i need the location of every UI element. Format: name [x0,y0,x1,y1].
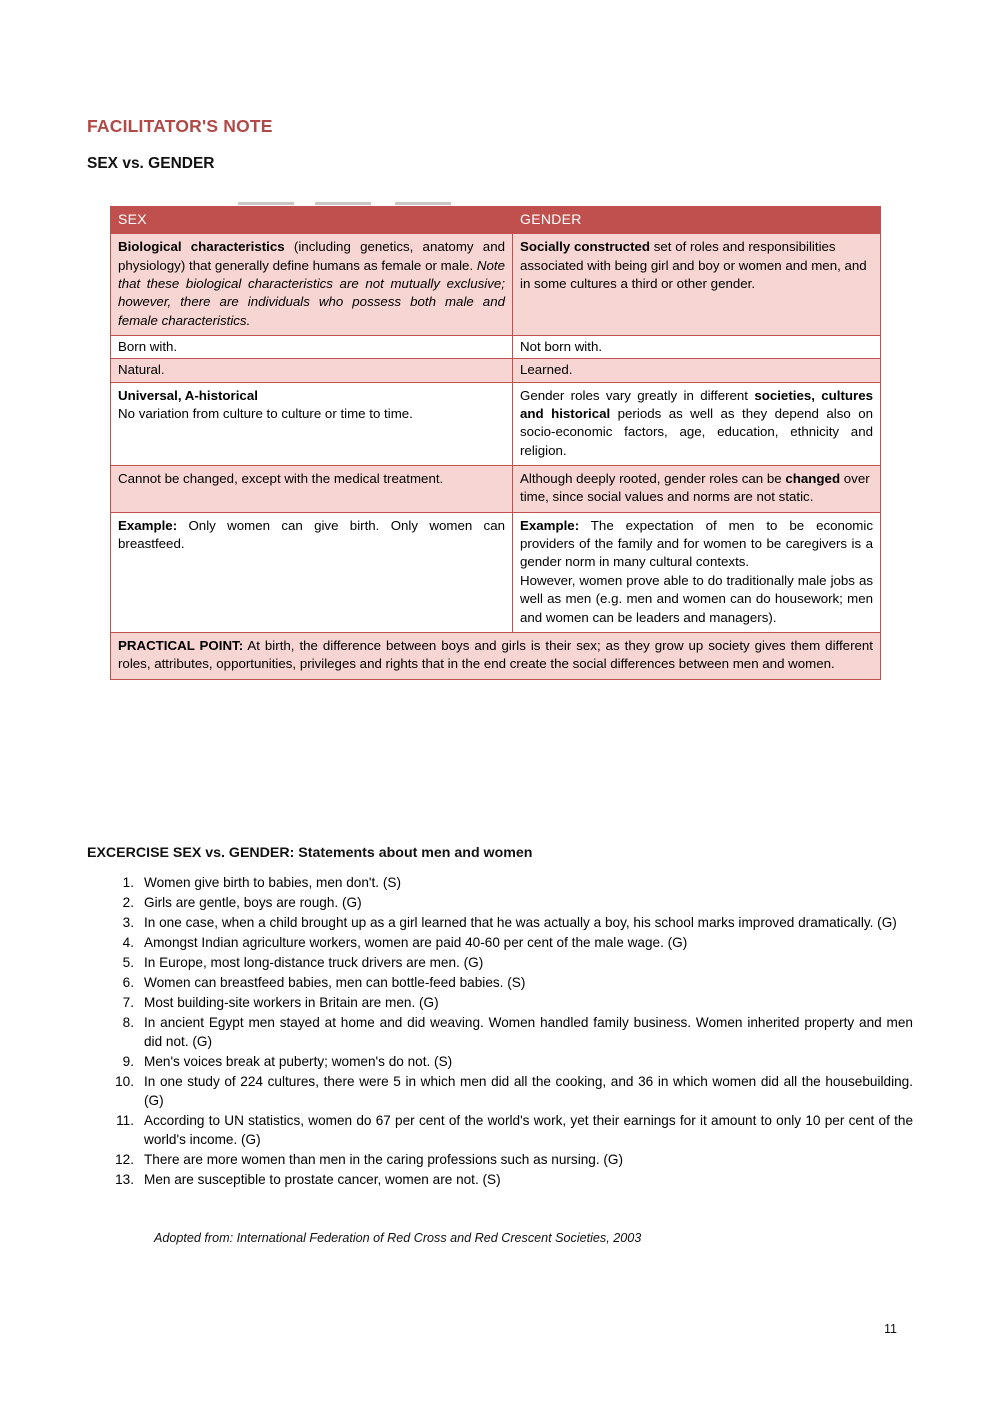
list-item-number: 11. [116,1113,134,1129]
list-item-number: 1. [122,875,134,890]
cell-gender-varies-post: periods as well as they depend also on socio-economic factors, age, education, ethnicity and religion. [520,406,873,458]
list-item [113,1052,913,1071]
cell-sex-example [111,512,513,632]
practical-point-text: At birth, the difference between boys and girls is their sex; as they grow up society gives them different roles, attributes, opportunities, privileges and rights that in the end create the social differences between men and women. [118,637,873,672]
list-item-text: Women can breastfeed babies, men can bottle-feed babies. (S) [144,975,526,991]
list-item-number: 5. [122,955,134,971]
cell-gender-example-text: The expectation of men to be economic providers of the family and for women to be caregivers is a gender norm in many cultural contexts. [520,517,873,570]
section-subtitle: SEX vs. GENDER [87,155,215,172]
list-item [113,1170,913,1189]
cell-gender-varies [513,382,881,465]
list-item-number: 10. [115,1074,134,1090]
list-item [113,1150,913,1169]
cell-gender-definition-rest: set of roles and responsibilities associated with being girl and boy or women and men, and in some cultures a third or other gender. [520,239,867,291]
cell-sex-definition-italic: Note that these biological characteristics are not mutually exclusive; however, there are individuals who possess both male and female characteristics. [118,257,505,328]
list-item-number: 13. [115,1172,134,1188]
list-item-text: In one case, when a child brought up as a girl learned that he was actually a boy, his school marks improved dramatically. (G) [144,915,897,931]
list-item-number: 6. [122,975,134,991]
list-item-text: In Europe, most long-distance truck drivers are men. (G) [144,955,484,971]
list-item [113,1072,913,1110]
cell-gender-varies-pre: Gender roles vary greatly in different [520,387,755,403]
list-item-text: In ancient Egypt men stayed at home and did weaving. Women handled family business. Women inherited property and men did not. (G) [144,1015,913,1050]
list-item-number: 9. [122,1054,134,1070]
table-row [111,336,881,359]
list-item [113,933,913,952]
page-title: FACILITATOR'S NOTE [87,116,273,136]
cell-gender-example [513,512,881,632]
list-item-number: 4. [122,935,134,951]
sex-gender-comparison-table [110,206,881,680]
list-item [113,1111,913,1149]
list-item-number: 3. [122,915,134,931]
table-row [111,512,881,632]
exercise-statement-list [113,873,913,1191]
list-item-text: Amongst Indian agriculture workers, women are paid 40-60 per cent of the male wage. (G) [144,935,688,951]
cell-gender-can-change-pre: Although deeply rooted, gender roles can be [520,471,786,487]
cell-sex-universal [111,382,513,465]
list-item-number: 2. [122,895,134,911]
table-header-row [111,207,881,234]
table-row [111,382,881,465]
list-item [113,873,913,892]
list-item-text: Most building-site workers in Britain are men. (G) [144,995,439,1011]
list-item-number: 8. [122,1015,134,1031]
cell-gender-definition-bold: Socially constructed [520,239,651,255]
list-item-text: Men are susceptible to prostate cancer, women are not. (S) [144,1172,501,1188]
table-row [111,234,881,336]
cell-sex-definition-rest: (including genetics, anatomy and physiology) that generally define humans as female or male. [118,239,505,273]
cell-sex-example-label: Example: [118,517,178,533]
cell-sex-cannot-change: Cannot be changed, except with the medical treatment. [111,466,513,513]
cell-sex-example-text: Only women can give birth. Only women can breastfeed. [118,517,505,552]
list-item [113,1013,913,1051]
artifact-mark [395,202,451,205]
practical-point-label: PRACTICAL POINT: [118,637,244,653]
list-item-text: There are more women than men in the caring professions such as nursing. (G) [144,1152,624,1168]
list-item [113,953,913,972]
cell-gender-definition [513,234,881,336]
page-number: 11 [884,1322,897,1336]
artifact-mark [315,202,371,205]
list-item-text: Men's voices break at puberty; women's do not. (S) [144,1054,453,1070]
list-item-text: Women give birth to babies, men don't. (S) [144,875,401,890]
column-header-gender: GENDER [513,207,881,234]
cell-sex-born: Born with. [111,336,513,359]
table-row [111,359,881,382]
list-item [113,893,913,912]
list-item-text: According to UN statistics, women do 67 per cent of the world's work, yet their earnings for it amount to only 10 per cent of the world's income. (G) [144,1113,913,1148]
list-item [113,993,913,1012]
cell-sex-universal-bold: Universal, A-historical [118,387,258,403]
cell-practical-point [111,632,881,679]
cell-sex-natural: Natural. [111,359,513,382]
list-item-number: 7. [122,995,134,1011]
cell-gender-example-label: Example: [520,517,580,533]
cell-sex-definition-bold: Biological characteristics [118,239,285,255]
cell-gender-can-change-post: over time, since social values and norms are not static. [520,471,870,505]
list-item-text: Girls are gentle, boys are rough. (G) [144,895,362,911]
list-item [113,913,913,932]
list-item-number: 12. [115,1152,134,1168]
table-row-practical-point [111,632,881,679]
cell-gender-example-text-2: However, women prove able to do traditionally male jobs as well as men (e.g. men and women can do housework; men and women can be leaders and managers). [520,572,873,625]
column-header-sex: SEX [111,207,513,234]
cell-gender-can-change [513,466,881,513]
cell-gender-born: Not born with. [513,336,881,359]
list-item [113,973,913,992]
table-row [111,466,881,513]
artifact-mark [238,202,294,205]
cell-gender-can-change-bold: changed [785,471,841,487]
exercise-title: EXCERCISE SEX vs. GENDER: Statements about men and women [87,845,533,861]
cell-gender-varies-bold: societies, cultures and historical [520,387,873,422]
cell-sex-definition [111,234,513,336]
source-attribution: Adopted from: International Federation of Red Cross and Red Crescent Societies, 2003 [154,1231,642,1245]
list-item-text: In one study of 224 cultures, there were 5 in which men did all the cooking, and 36 in which women did all the housebuilding. (G) [144,1074,913,1109]
cell-sex-universal-rest: No variation from culture to culture or time to time. [118,406,413,422]
cell-gender-learned: Learned. [513,359,881,382]
